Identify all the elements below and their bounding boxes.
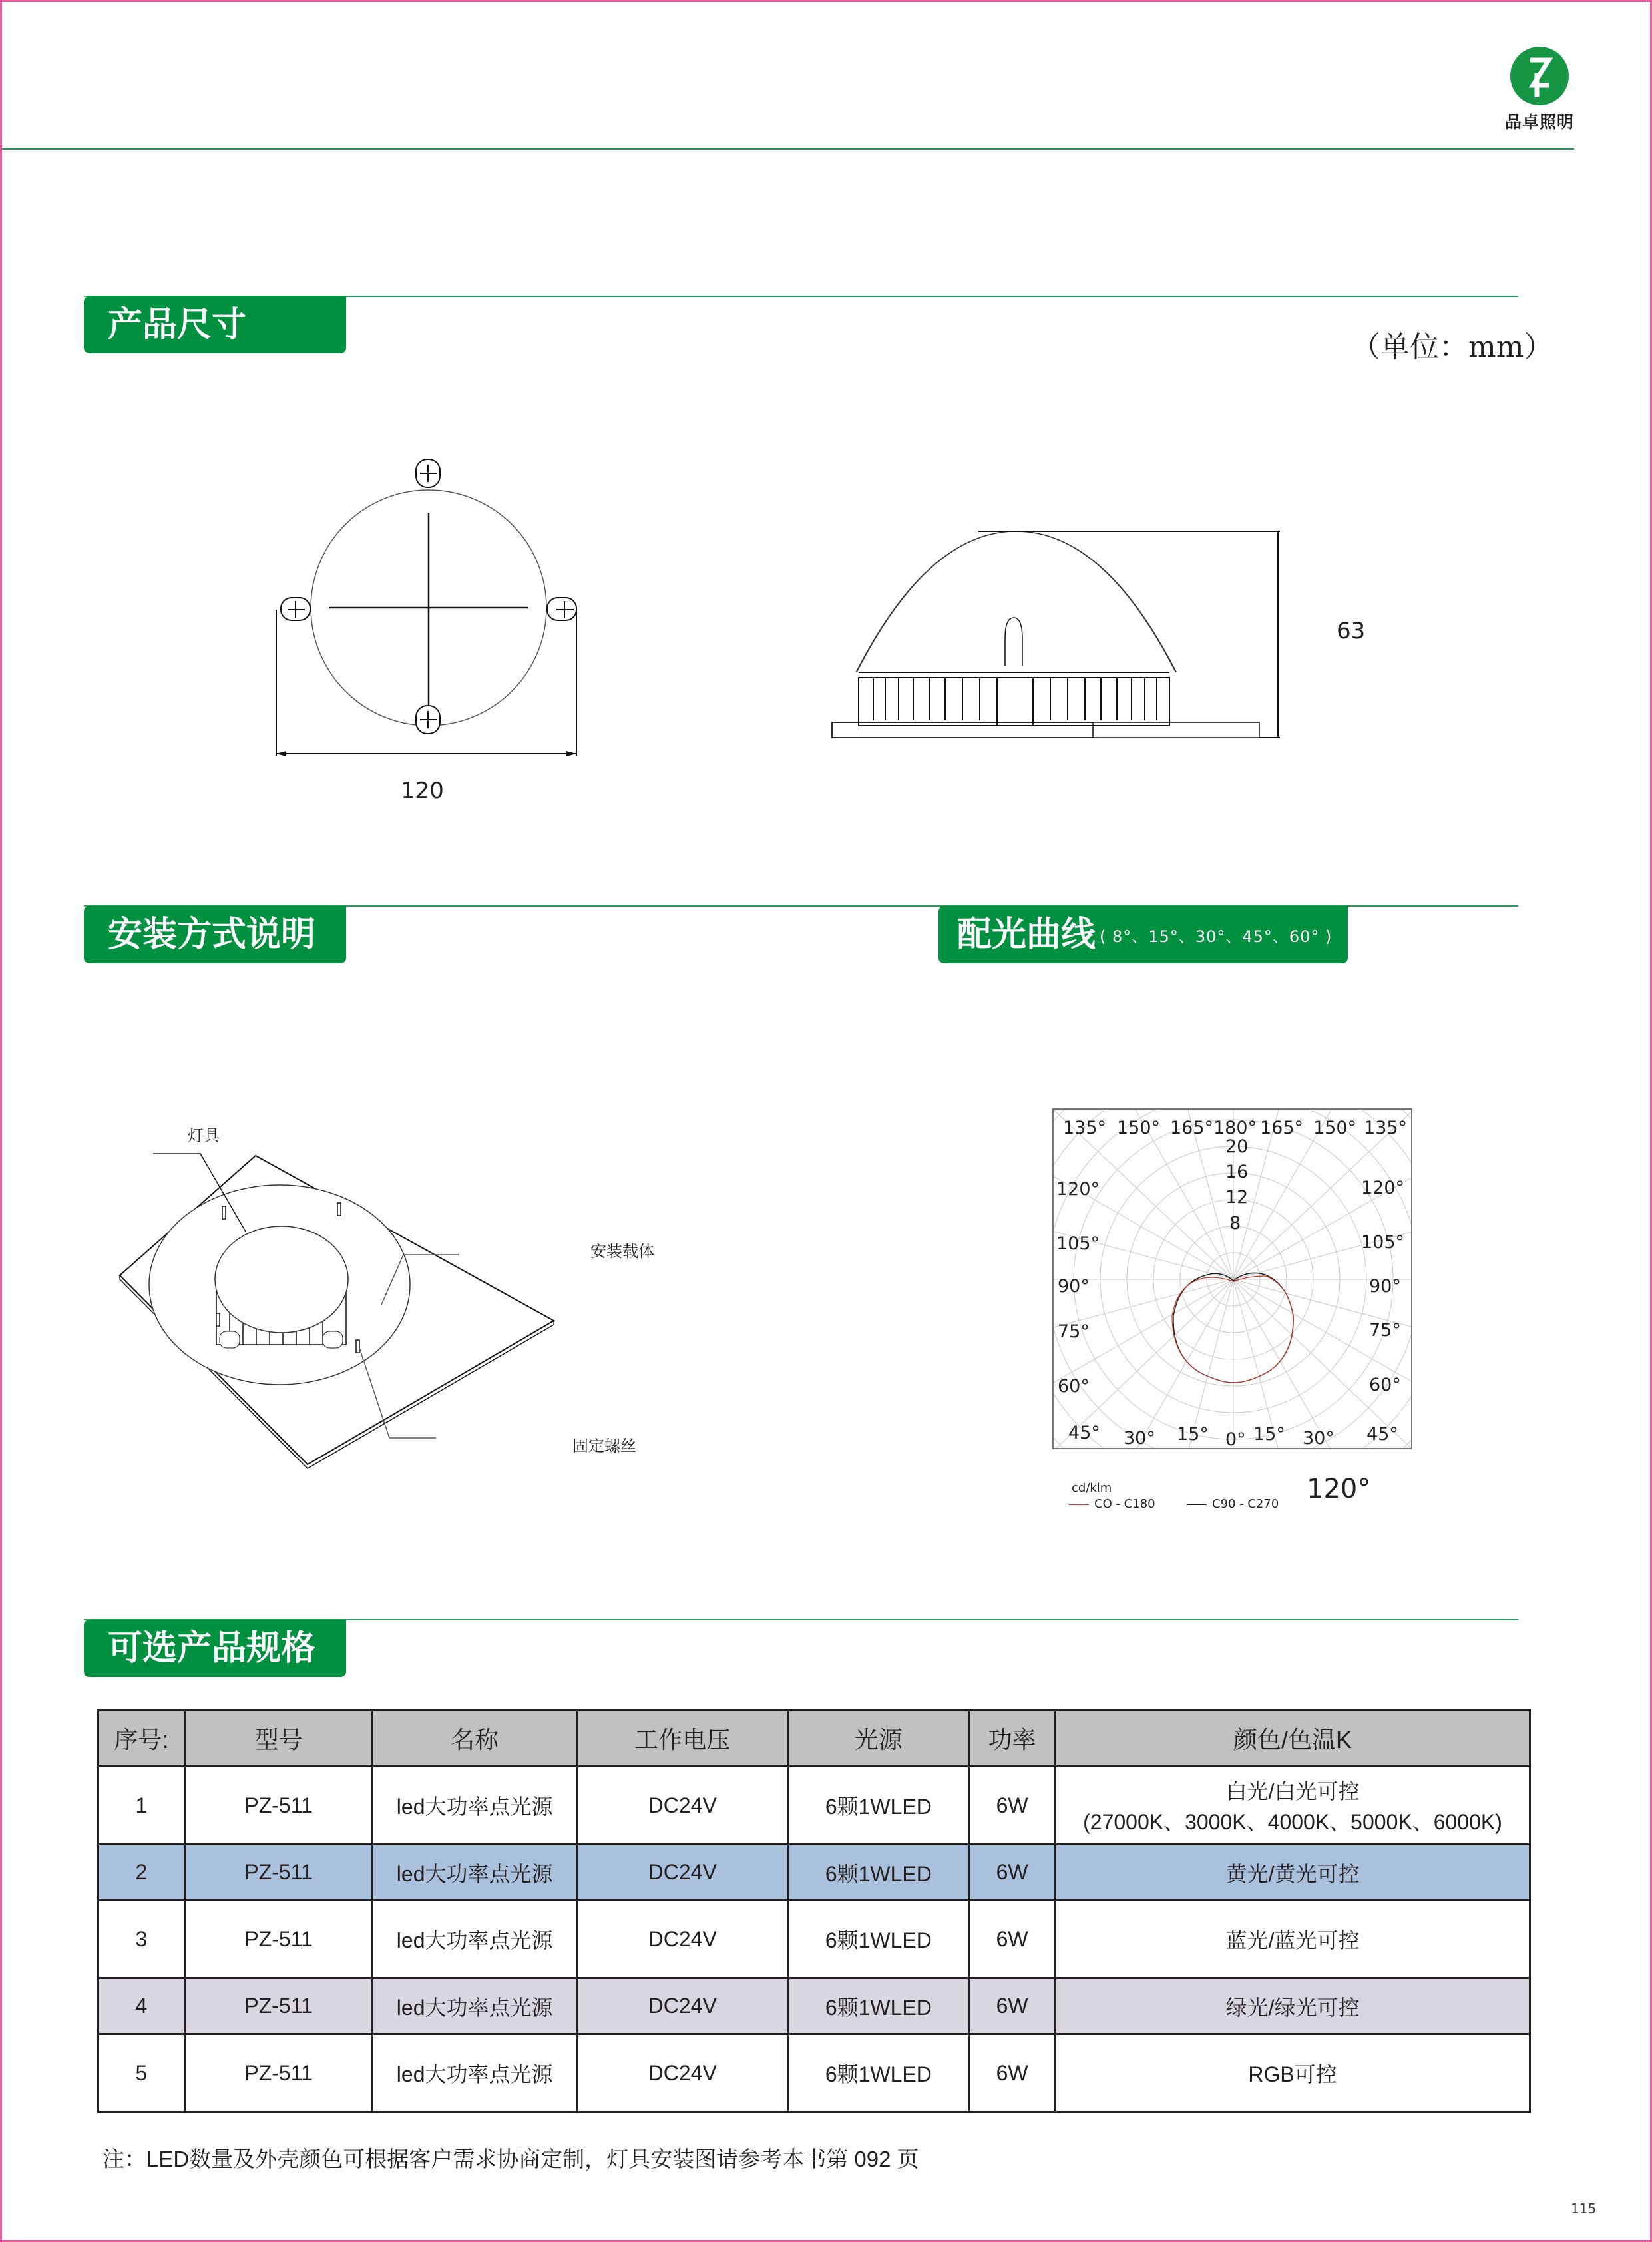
logo-mark-icon xyxy=(1510,47,1569,105)
cell-power: 6W xyxy=(969,2034,1056,2112)
header-name: 名称 xyxy=(373,1711,577,1767)
spec-table xyxy=(97,1709,1531,2113)
label-fixture: 灯具 xyxy=(188,1126,220,1145)
cell-name: led大功率点光源 xyxy=(373,2034,577,2112)
cell-color xyxy=(1056,1767,1530,1845)
table-row xyxy=(99,1767,1530,1845)
angle-label: 120° xyxy=(1056,1179,1100,1200)
header-rule xyxy=(2,148,1574,150)
label-screws: 固定螺丝 xyxy=(572,1437,636,1455)
header-source: 光源 xyxy=(788,1711,969,1767)
installation-diagram xyxy=(113,1105,686,1478)
table-header-row xyxy=(99,1711,1530,1767)
section-title-text: 安装方式说明 xyxy=(108,915,316,955)
cell-model: PZ-511 xyxy=(184,1978,373,2034)
cell-source: 6颗1WLED xyxy=(788,1767,969,1845)
legend-label: C90 - C270 xyxy=(1212,1497,1279,1511)
angle-label: 135° xyxy=(1063,1118,1107,1138)
radial-tick: 8 xyxy=(1229,1213,1241,1233)
cell-voltage: DC24V xyxy=(576,2034,788,2112)
legend-swatch-red xyxy=(1069,1504,1089,1505)
cell-source: 6颗1WLED xyxy=(788,2034,969,2112)
side-view-drawing xyxy=(825,513,1411,752)
angle-label: 150° xyxy=(1313,1118,1357,1138)
legend-label: CO - C180 xyxy=(1094,1497,1155,1511)
header-color: 颜色/色温K xyxy=(1056,1711,1530,1767)
page-number: 115 xyxy=(1571,2201,1597,2217)
angle-label: 135° xyxy=(1364,1118,1408,1138)
angle-label: 60° xyxy=(1058,1376,1090,1397)
legend-series-1 xyxy=(1069,1497,1155,1511)
angle-label: 120° xyxy=(1361,1178,1405,1198)
curve-c0-c180 xyxy=(1172,1276,1293,1383)
header-no: 序号: xyxy=(99,1711,185,1767)
table-row xyxy=(99,1978,1530,2034)
cell-voltage: DC24V xyxy=(576,1767,788,1845)
cell-model: PZ-511 xyxy=(184,1845,373,1901)
angle-label: 105° xyxy=(1361,1232,1405,1253)
radial-tick: 20 xyxy=(1225,1136,1249,1157)
section-subtitle: ( 8°、15°、30°、45°、60° ) xyxy=(1100,927,1333,946)
cell-color: 黄光/黄光可控 xyxy=(1056,1845,1530,1901)
angle-label: 165° xyxy=(1170,1118,1214,1138)
top-view-drawing xyxy=(266,453,586,772)
cell-no: 2 xyxy=(99,1845,185,1901)
cell-power: 6W xyxy=(969,1845,1056,1901)
table-row xyxy=(99,2034,1530,2112)
cell-voltage: DC24V xyxy=(576,1901,788,1978)
color-line-2: (27000K、3000K、4000K、5000K、6000K) xyxy=(1083,1810,1502,1834)
table-row xyxy=(99,1845,1530,1901)
width-dimension: 120 xyxy=(401,778,444,804)
table-row xyxy=(99,1901,1530,1978)
angle-label: 90° xyxy=(1058,1276,1090,1297)
angle-label: 165° xyxy=(1260,1118,1304,1138)
angle-label: 180° xyxy=(1213,1118,1257,1138)
header-voltage: 工作电压 xyxy=(576,1711,788,1767)
cell-power: 6W xyxy=(969,1767,1056,1845)
cell-color: 绿光/绿光可控 xyxy=(1056,1978,1530,2034)
angle-label: 105° xyxy=(1056,1233,1100,1254)
section-title-dimensions xyxy=(84,296,346,353)
cell-no: 3 xyxy=(99,1901,185,1978)
angle-label: 75° xyxy=(1369,1320,1401,1341)
cell-source: 6颗1WLED xyxy=(788,1845,969,1901)
angle-label: 75° xyxy=(1058,1321,1090,1342)
cell-model: PZ-511 xyxy=(184,1901,373,1978)
cell-source: 6颗1WLED xyxy=(788,1978,969,2034)
radial-tick: 16 xyxy=(1225,1162,1249,1182)
polar-grid xyxy=(1054,1110,1412,1449)
section-title-light-curve xyxy=(938,906,1348,963)
unit-label: （单位：mm） xyxy=(1351,330,1553,364)
angle-label: 45° xyxy=(1366,1424,1398,1445)
beam-angle: 120° xyxy=(1307,1474,1371,1504)
color-line-1: 白光/白光可控 xyxy=(1225,1779,1360,1803)
cell-source: 6颗1WLED xyxy=(788,1901,969,1978)
height-dimension: 63 xyxy=(1337,618,1366,644)
cell-name: led大功率点光源 xyxy=(373,1901,577,1978)
cell-color: 蓝光/蓝光可控 xyxy=(1056,1901,1530,1978)
legend-swatch-black xyxy=(1187,1504,1207,1505)
cell-power: 6W xyxy=(969,1978,1056,2034)
cell-no: 1 xyxy=(99,1767,185,1845)
brand-logo xyxy=(1496,47,1583,133)
polar-chart xyxy=(1052,1108,1412,1449)
cell-no: 5 xyxy=(99,2034,185,2112)
angle-label: 0° xyxy=(1225,1429,1246,1449)
angle-label: 60° xyxy=(1369,1375,1401,1395)
angle-label: 15° xyxy=(1177,1424,1209,1445)
angle-label: 150° xyxy=(1117,1118,1161,1138)
cell-voltage: DC24V xyxy=(576,1978,788,2034)
cell-voltage: DC24V xyxy=(576,1845,788,1901)
cell-model: PZ-511 xyxy=(184,2034,373,2112)
angle-label: 30° xyxy=(1303,1428,1335,1449)
cell-name: led大功率点光源 xyxy=(373,1978,577,2034)
brand-name: 品卓照明 xyxy=(1504,112,1574,132)
legend-series-2 xyxy=(1187,1497,1279,1511)
radial-tick: 12 xyxy=(1225,1187,1249,1208)
header-power: 功率 xyxy=(969,1711,1056,1767)
section-title-text: 可选产品规格 xyxy=(108,1628,316,1668)
cell-name: led大功率点光源 xyxy=(373,1845,577,1901)
section-title-installation xyxy=(84,906,346,963)
header-model: 型号 xyxy=(184,1711,373,1767)
legend-unit: cd/klm xyxy=(1072,1481,1112,1495)
angle-label: 30° xyxy=(1124,1428,1155,1449)
label-mount-surface: 安装载体 xyxy=(590,1242,654,1261)
section-title-text: 配光曲线 xyxy=(957,915,1096,955)
angle-label: 90° xyxy=(1369,1276,1401,1297)
cell-name: led大功率点光源 xyxy=(373,1767,577,1845)
cell-model: PZ-511 xyxy=(184,1767,373,1845)
footnote: 注：LED数量及外壳颜色可根据客户需求协商定制，灯具安装图请参考本书第 092 页 xyxy=(103,2147,919,2171)
section-title-text: 产品尺寸 xyxy=(108,305,247,345)
cell-no: 4 xyxy=(99,1978,185,2034)
cell-color: RGB可控 xyxy=(1056,2034,1530,2112)
angle-label: 45° xyxy=(1068,1423,1100,1443)
cell-power: 6W xyxy=(969,1901,1056,1978)
section-title-specs xyxy=(84,1620,346,1677)
angle-label: 15° xyxy=(1253,1424,1285,1445)
